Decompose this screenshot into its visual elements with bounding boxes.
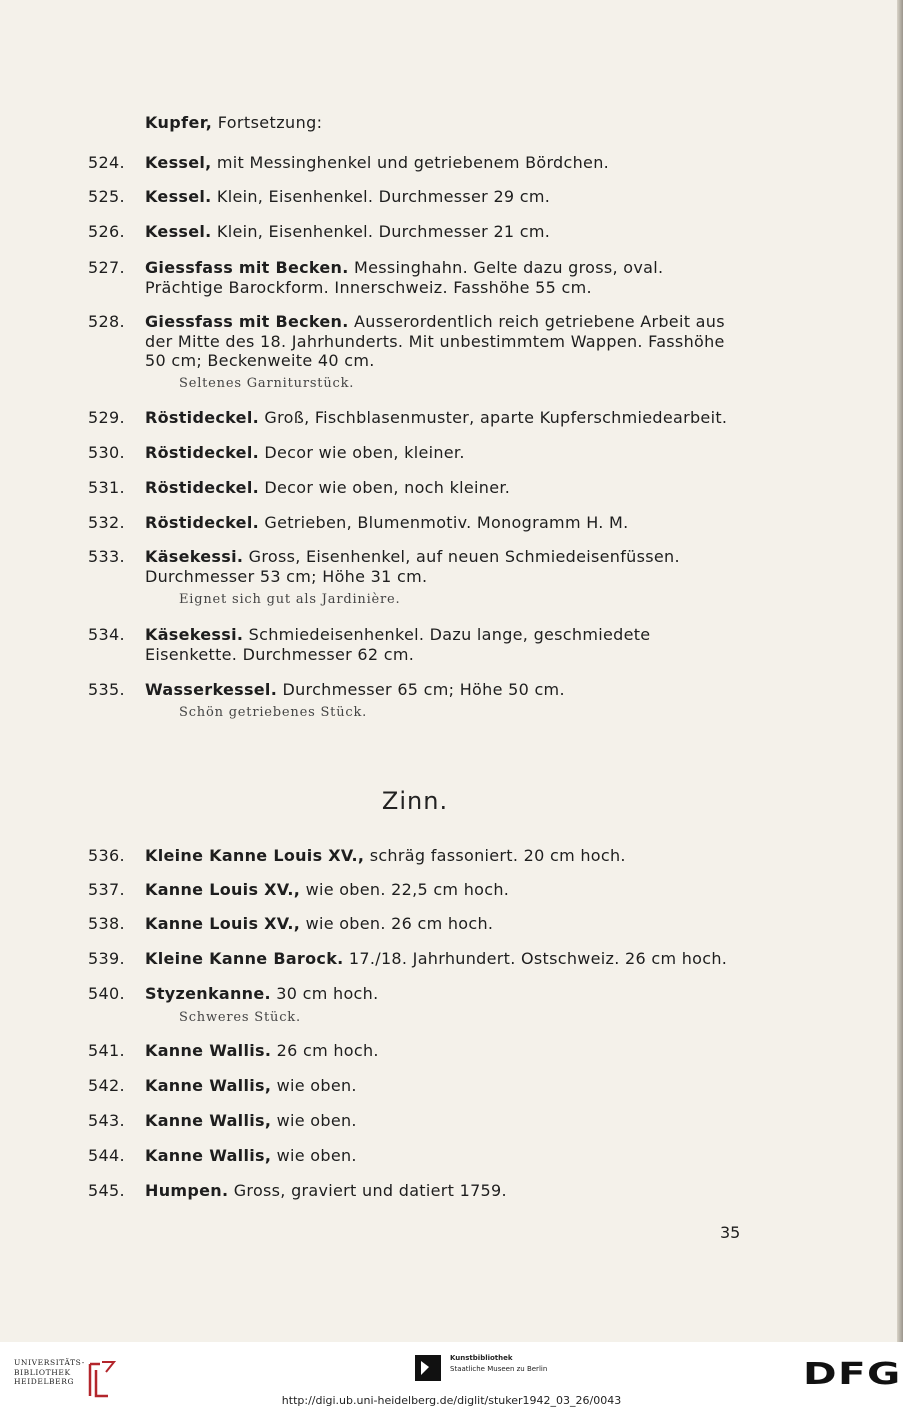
entry-title: Giessfass mit Becken.: [145, 312, 349, 331]
entry-title: Röstideckel.: [145, 513, 259, 532]
section-heading: [145, 113, 322, 132]
entry-description: Schmiedeisenhenkel. Dazu lange, geschmiedete Eisenkette. Durchmesser 62 cm.: [145, 625, 651, 664]
entry-number: 544.: [88, 1146, 125, 1165]
university-library-logo[interactable]: [14, 1358, 144, 1398]
entry-number: 540.: [88, 984, 125, 1003]
entry-description: mit Messinghenkel und getriebenem Bördchen.: [216, 153, 610, 172]
uni-logo-line1: UNIVERSITÄTS-: [14, 1358, 85, 1367]
heading-bold: Kupfer,: [145, 113, 213, 132]
entry-title: Kanne Wallis,: [145, 1146, 272, 1165]
entry-title: Kessel.: [145, 187, 212, 206]
entry-title: Styzenkanne.: [145, 984, 271, 1003]
entry-note: Schweres Stück.: [179, 1010, 301, 1025]
kb-logo-line2: Staatliche Museen zu Berlin: [450, 1365, 548, 1373]
entry-description: Klein, Eisenhenkel. Durchmesser 29 cm.: [216, 187, 551, 206]
entry-description: wie oben. 26 cm hoch.: [305, 914, 494, 933]
entry-description: schräg fassoniert. 20 cm hoch.: [369, 846, 626, 865]
permalink-url[interactable]: http://digi.ub.uni-heidelberg.de/diglit/stuker1942_03_26/0043: [281, 1394, 622, 1407]
entry-title: Käsekessi.: [145, 547, 244, 566]
entry-title: Kanne Wallis,: [145, 1111, 272, 1130]
uni-logo-line3: HEIDELBERG: [14, 1377, 75, 1386]
entry-description: Klein, Eisenhenkel. Durchmesser 21 cm.: [216, 222, 551, 241]
entry-number: 524.: [88, 153, 125, 172]
entry-number: 537.: [88, 880, 125, 899]
dfg-logo[interactable]: DFG: [803, 1357, 902, 1392]
entry-description: Messinghahn. Gelte dazu gross, oval. Prächtige Barockform. Innerschweiz. Fasshöhe 55 cm.: [145, 258, 664, 297]
entry-number: 528.: [88, 312, 125, 331]
entry-title: Kleine Kanne Barock.: [145, 949, 344, 968]
entry-number: 526.: [88, 222, 125, 241]
entry-title: Röstideckel.: [145, 478, 259, 497]
entry-title: Röstideckel.: [145, 443, 259, 462]
page-number: 35: [720, 1223, 741, 1242]
entry-number: 530.: [88, 443, 125, 462]
entry-number: 535.: [88, 680, 125, 699]
entry-description: Ausserordentlich reich getriebene Arbeit aus der Mitte des 18. Jahrhunderts. Mit unbestimmtem Wappen. Fasshöhe 50 cm; Beckenweite 40 cm.: [145, 312, 725, 370]
entry-description: wie oben.: [276, 1111, 357, 1130]
entry-description: 30 cm hoch.: [276, 984, 379, 1003]
entry-description: Durchmesser 65 cm; Höhe 50 cm.: [282, 680, 565, 699]
entry-note: Seltenes Garniturstück.: [179, 376, 355, 391]
entry-note: Schön getriebenes Stück.: [179, 705, 368, 720]
section-title-zinn: Zinn.: [381, 787, 449, 815]
entry-number: 545.: [88, 1181, 125, 1200]
entry-number: 525.: [88, 187, 125, 206]
university-emblem-icon: [84, 1360, 124, 1398]
entry-description: wie oben.: [276, 1076, 357, 1095]
entry-title: Kessel,: [145, 153, 212, 172]
entry-number: 543.: [88, 1111, 125, 1130]
entry-title: Röstideckel.: [145, 408, 259, 427]
entry-number: 538.: [88, 914, 125, 933]
entry-title: Kanne Wallis.: [145, 1041, 272, 1060]
entry-number: 542.: [88, 1076, 125, 1095]
entry-title: Kessel.: [145, 222, 212, 241]
entry-number: 539.: [88, 949, 125, 968]
entry-note: Eignet sich gut als Jardinière.: [179, 592, 401, 607]
kunstbibliothek-logo[interactable]: [415, 1353, 585, 1393]
entry-description: Getrieben, Blumenmotiv. Monogramm H. M.: [264, 513, 629, 532]
page-edge-shadow: [897, 0, 903, 1342]
kb-logo-line1: Kunstbibliothek: [450, 1354, 513, 1362]
entry-title: Kanne Louis XV.,: [145, 914, 301, 933]
entry-description: wie oben.: [276, 1146, 357, 1165]
entry-description: wie oben. 22,5 cm hoch.: [305, 880, 510, 899]
entry-description: Gross, graviert und datiert 1759.: [233, 1181, 507, 1200]
viewer-footer: [0, 1342, 903, 1407]
entry-title: Käsekessi.: [145, 625, 244, 644]
entry-description: Decor wie oben, kleiner.: [264, 443, 465, 462]
entry-description: 26 cm hoch.: [276, 1041, 379, 1060]
entry-number: 534.: [88, 625, 125, 644]
entry-title: Humpen.: [145, 1181, 229, 1200]
entry-title: Kanne Louis XV.,: [145, 880, 301, 899]
entry-number: 527.: [88, 258, 125, 277]
entry-description: Gross, Eisenhenkel, auf neuen Schmiedeisenfüssen. Durchmesser 53 cm; Höhe 31 cm.: [145, 547, 680, 586]
uni-logo-line2: BIBLIOTHEK: [14, 1367, 71, 1377]
entry-number: 529.: [88, 408, 125, 427]
entry-number: 531.: [88, 478, 125, 497]
entry-description: Groß, Fischblasenmuster, aparte Kupferschmiedearbeit.: [264, 408, 728, 427]
entry-title: Kleine Kanne Louis XV.,: [145, 846, 365, 865]
kunstbibliothek-emblem-icon: [415, 1353, 443, 1383]
entry-title: Kanne Wallis,: [145, 1076, 272, 1095]
entry-description: 17./18. Jahrhundert. Ostschweiz. 26 cm hoch.: [348, 949, 728, 968]
entry-description: Decor wie oben, noch kleiner.: [264, 478, 511, 497]
heading-rest: Fortsetzung:: [217, 113, 323, 132]
entry-title: Wasserkessel.: [145, 680, 278, 699]
entry-number: 532.: [88, 513, 125, 532]
entry-number: 533.: [88, 547, 125, 566]
entry-number: 536.: [88, 846, 125, 865]
entry-number: 541.: [88, 1041, 125, 1060]
entry-title: Giessfass mit Becken.: [145, 258, 349, 277]
